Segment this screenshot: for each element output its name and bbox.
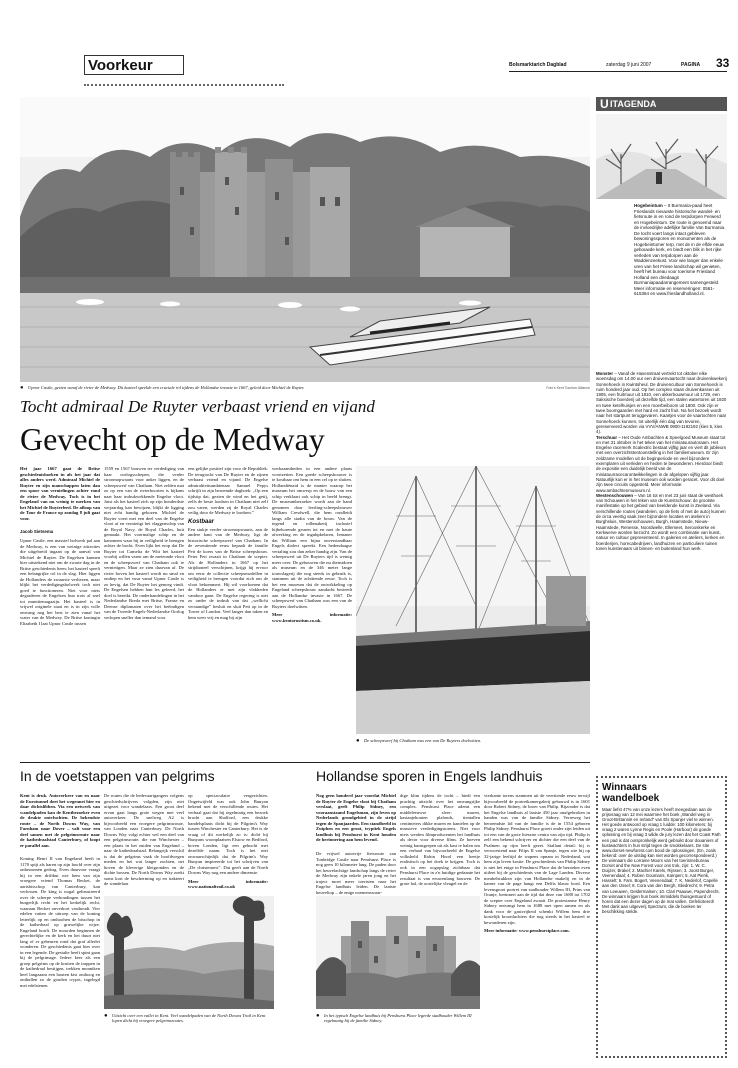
main-subhead: Kostbaar	[188, 518, 215, 525]
contest-title-1: Winnaars	[602, 782, 647, 793]
agenda-header	[596, 97, 727, 111]
pilgrims-text2: De routes die de bedevaartgangers volgens geschiedschrijvers volgden, zijn niet uitgezet voor wandelaars. Een groot deel ervan gaat langs grote wegen met veel autoverkeer. De snelweg A2 is bijvoorbeeld een vroegere pelgrimsroute, van Londen naar Canterbury. De North Downs Way volgt echter wel een deel van een pelgrimsroute, die van Winchester – een plaats in het zuiden van Engeland – naar de kathedraalstad. Belangrijk verschil is dat de pelgrims vaak de hoofdwegen meden en het wat langer zochten, net boven de kleverige kleigronden en de dichte bossen. De North Downs Way zoekt soms kort de bescherming op en trakteert de wandelaar	[104, 793, 184, 886]
contest-text: Maar liefst 47% van onze lezers heeft meegedaan aan de prijsvraag van 12 mei waarmee het boek „Wandel weg in Groot-Brittannië en Ierland” van Els Spanjer viel te winnen. Het goede antwoord op vraag 1 luidde: 100 kilometers; bij vraag 2 waren Lynne Regis en Poole (Harbour) de goede oplossing en bij vraag 3 wilde de jury lezen dat het Coast Path een pad is dat oorspronkelijk werd gebruikt door douaniers of kustwachters in hun strijd tegen de smokkelaars. De site www.dorset-newforest.com bood de oplossingen. (En, zoals bekend: over de uitslag kan niet worden gecorrespondeerd.) De winnaars die Lorraine Moors van het toerismebureau Dorset and the New Forest voor ons trok, zijn: 1. W. C. Duijzer, Brakel; 2. Machiel Karels, Rijssen; 3. Joost Burger, Veenendaal; 4. Ruben Goumans, Kampen; 5. Aat Pierik, Hasselt; 6. Fam. Bogert, Veenendaal; 7. K. Nederlof, Capelle aan den IJssel; 8. Cora van den Bergh, Sliedrecht; 9. Petra van Leeuwen, Geldermalsen; 10. Clari Paauwe, Papendrecht. De winnaars krijgen hun boek immiddels thuisgestuurd of horen dat een dezer dagen op de mat vallen. Gefeliciteerd! Met dank aan uitgeverij Spectrum, die de boeken ter beschikking stelde.	[602, 807, 721, 914]
section-title: Voorkeur	[88, 57, 153, 74]
landhuis-text2: dige klim tijdens de tocht – biedt een prachtig uitzicht over het omvangrijke complex. Penshurst Place ademt een middeleeuwse sfeer: muren, kastanjehouten plafonds, tientallen centimeters dikke muren en kantelen op de massieve verdedigingstorens. Niet voor niets werden filmproducenten het landhuis als decor voor diverse films. Ze hoeven weinig kunstgrepen uit als kast te halen om een verhaal van bijvoorbeeld de Engelse volksheld Robin Hood een beetje realistisch op het doek te krijgen. Toch is ook in een oogopslag zichtbaar dat Penshurst Place in z'n huidige gedaante het resultaat is van eeuwenlang bouwen. De grote hal, de oostelijke vleugel en de	[400, 793, 480, 886]
pilgrims-caption: Uitzicht over een vallei in Kent. Veel wandelpaden van de North Downs Trail in Kent lopen dicht bij vroegere pelgrimsroutes.	[112, 1013, 266, 1024]
pilgrims-lead: Kent is druk. Autoverkeer van en naar de Eurotunnel doet het wegennet hier en daar dichtslibben. Via een netwerk van wandelpaden kan de Kentbezoeker even de drukte ontvluchten. De bekendste route – de North Downs Way, van Farnham naar Dover – valt voor een deel samen met de pelgrimsroute naar de kathedraalstad Canterbury, of loopt er parallel aan.	[20, 793, 100, 848]
castle-photo	[20, 97, 590, 382]
agenda-item3-title: Terschuur	[596, 434, 618, 440]
pilgrims-col3-wrap	[188, 793, 268, 890]
photo2-caption: De scheepswerf bij Chatham was een van De Ruyters doelwitten.	[364, 738, 482, 743]
landhuis-more: Meer informatie: www.penshurstplace.com.	[484, 928, 570, 933]
photo-credit: Foto's Kent Tourism Alliance	[546, 386, 590, 390]
landhuis-bullet: ●	[316, 1013, 320, 1019]
main-col2: 1559 en 1567 bouwen ter verdediging van haar oorlogsschepen, die verder stroomopwaarts voor anker liggen, en de scheepswerf van Chatham. Niet zelden mat zo op een van de rivierboorten is bijkans naar haar indrukwekkende Engelse vloot. Juist als het kasteel zich op zijn honderdste verjaardag kan bewijzen, blijkt de ligging niet echt handig gekozen. Michiel de Ruyter voert met een deel van de Engelse vloot af en vernietigt het vlaggenschip van de Royal Navy, de Royal Charles, buit gemaakt. Het voormalige schip en de kanonnen waar hij in veiligheid te brengen achter de bocht. Even lijkt het erop dat De Ruyter tot Camelia de Witt het kasteel voorbij willen varen om de meteonde vloot en de scheepswerf van Chatham ook te vernietigen. Maar ze zien daarvan af. De rivier boven het kasteel wordt nu smal en ondiep en het vuur vanaf Upnor Castle is zo hevig, dat De Ruyter het genoeg vindt. De Engelsen hebben hun les geleerd, het doel is bereikt. De onderhandelingen in het Nederlandse Breda met Britse, Franse en Deense diplomaten over het beëindigen van de Tweede Engels-Nederlandse Oorlog verlopen sneller dan iemand voor	[104, 466, 184, 620]
main-col4: werkzaamheden in een andere plaats voortzetten. Een goede scheepsbouwer is te kostbaar om hem in een cel op te sluiten. Hollandiënaid is de manier waarop het museum het omwerp en de bouw van een schip verklaart ook schip in beeld brengt. De museumbezoeker wordt aan de hand genomen door leerling-scheepsbouwer William Cresdwell, die hem rondleidt langs alle stadia van de bouw. Van de tegend en rolbmakerij inclusief bijbehorende geuren tot en met de haute afwerking en de inguhpkelaren, Iemaner dat William een bijna onverstandbaar Engels dialect spreekt. Een hedendaagse vertaling zou dan zeker handig zijn. Van de scheepswerf uit De Ruyters tijd is weinig meer over. De gebouwen die nu dienstdoen als museum en de 346 meter lange touwslagerij die nog steeds in gebruik is, stammen uit de achttiende eeuw. Toch is het een museum dat de ontwikkeling op Engeland scheepsbouw aandacht besteedt aan de Hollandse invasie in 1667. De scheepswerf van Chatham was een van de Ruyters doelwitten.	[272, 466, 352, 609]
section-box	[84, 55, 184, 75]
main-lead: Het jaar 1667 gaat de Britse geschiedenisboeken in als het jaar dat alles anders werd. Admiraal Michiel de Ruyter en zijn manschappen laten dan een spoor van vernielingen achter rond de rivier de Medway. Toch is in het Engeland van nu weinig te merken van het Michiel de Ruyterleed. De afloop van de Tour de France op zondag 8 juli gaat voor.	[20, 466, 100, 521]
pilgrims-headline: In de voetstappen van pelgrims	[20, 768, 215, 784]
header-rule	[509, 71, 727, 72]
main-author: Jacob Sietsema	[20, 529, 54, 534]
paper-name: Bolsmarktarich Dagblad	[509, 62, 567, 68]
main-col3-wrap	[188, 466, 268, 620]
main-more: Meer informatie: www.kentorustism.co.uk.	[272, 612, 352, 623]
agenda-item2-text: – Vanaf de Havenstraat vertrekt tot oktober elke woensdag om 14.00 uur een druivenvaartocht naar druivenkwekerij Sonnehoeck in Kwintsheul. De druivencultuur van Sonnehoeck is ruim honderd jaar oud. Op het complex staan druivenkassen uit 1905, een fruitmuur uit 1810, een akkerbouwmuur uit 1729, een Saksische boerderij uit dezelfde tijd, een stalen watertoren uit 1920 en twee ketelhuisjes en een moerbeiboom uit 1800. Ook zijn er twee boomgaarden met hard en zacht fruit. Na het bezoek wordt naar het startpunt teruggevaren. Kaartjes voor de vaartochten naar Sonnehoeck kunnen, tot uiterlijk één dag van tevoren, gereserveerd worden via VVV/ANWB 0900-1192192 (kies 5, kies 4).	[596, 371, 727, 435]
landhuis-text3: vierkante torens stammen uit de veertiende eeuw terwijl bijvoorbeeld de portretkamergalerij gebouwd is in 1601 door Robert Sidney, de broer van Philip. Bijzonder is dat het Engelse landhuis al laatste 450 jaar onafgebroken in handen was van de familie Sidney. Verreweg het beroemdste lid van de familie is de in 1554 geboren Philip Sidney. Penshurst Place groeit onder zijn leiden uit tot een van de grote literaire centra van zijn tijd. Philip is zelf een bekend schrijver en dichter die een deel van de Psalmen op rijm heeft gezet. Stallant detail: hij is verwoestend naar Filips II van Spanje, tegen wie hij op 32-jarige leeftijd de wapens opnam in Nederland, wat hem zijn leven kostte. De geschiedenis van Philip Sidney is niet het enige in Penshurst Place dat de bezoeker even uitleet bij de geschiedenis van de Lage Landen. Diverse meubelstukken zijn van Hollandse makelij en in de kamer van de page hangt een Delfts blauw bord. Een levensgroot portret van stadhouder Willem III, Prins van Oranje, herinnert aan de tijd dat deze van 1688 tot 1702 de scepter over Engeland zwaait. De protestantse Henry Sidney ontvangt hem in 1688 met open armen en als dank voor de gastvrijheid schenkt Willem hem drie kostelijk kroonluchters die nog steeds in het kasteel te bewonderen zijn.	[484, 793, 590, 925]
header-dotted-rule	[84, 84, 284, 87]
page-label: PAGINA	[681, 62, 701, 68]
landhuis-caption: In het typisch Engelse landhuis bij Penshurst Place legerde stadhouder Willem III regelmatig bij de familie Sidney.	[324, 1013, 472, 1024]
landhuis-photo	[316, 896, 480, 1009]
pilgrims-text3: op spectaculaire vergezichten. Ongetwijfeld was ook John Bunyan bekend met de verschillende routes. Het verhaal gaat dat hij regelmatig een bezoek bracht aan Shalford, een drukke handelsplaats dicht bij de Pilgrim's Way tussen Winchester en Canterbury. Het is de vraag of dit werkelijk zo is: dicht bij Bunyans woonplaatsen Elstow en Bedford, boven Londen, ligt een gehucht met dezelfde naam. Toch is het niet onwaarschijnlijk dat de Pilgrim's Way Bunyan inspireerde tot het schrijven van „De christenreis”. Dat geeft aan de North Downs Way nog een andere dimensie.	[188, 793, 268, 875]
landhuis-headline: Hollandse sporen in Engels landhuis	[316, 768, 543, 784]
photo-caption: Upnor Castle, gezien vanaf de rivier de Medway. Dit kasteel speelde een cruciale rol tijdens de Hollandse invasie in 1667, geleid door Michiel de Ruyter.	[28, 385, 305, 390]
pilgrims-photo	[104, 896, 274, 1009]
contest-box	[596, 776, 727, 1058]
pilgrims-more: Meer informatie: www.nationaltrail.co.uk	[188, 878, 268, 889]
agenda-item4-text: – Van 16 tot en met 23 juni staat de westhoek van Schouwen in het teken van de Kunstschouw: de grootste manifestatie op het gebied van beeldende kunst in Zeeland. Via verschillende routes (wandelen, op de fiets of met de auto) kunnen de circa veertig vaak zeer bijzondere locaties en ateliers in Burghsluis, Westenschouwen, Burgh, Haamstede, Nieuw-Haamstede, Renesse, Noordwelle, Ellemeet, Serooskerke en Kerkwerve worden bezocht. Zo wordt een combinatie van kunst, natuur en cultuur gepresenteerd. In galeries en ateliers, kerken en boerderijen, horecabedrijven, landhuizen en particuliere tuinen tonen kunstenaars uit binnen- en buitenland hun werk.	[596, 492, 726, 551]
agenda-title-rest: ITAGENDA	[610, 99, 657, 109]
section-divider	[20, 762, 590, 763]
pilgrims-text1: Koning Henri II van Engeland heeft in 1170 spijt als haren op zijn hoofd over zijn onbezonnen gedrag. Even daarvoor vraagt hij in een driftbui wie hem van zijn vroegere vriend Thomas Becket, de aartsbisschop van Canterbury, kan verlossen. De king is nogal geltrustreerd over de scherpe verhoudingen tussen het burgerlijk recht en het kerkelijk recht, waaraan Becket onverkort vasthoudt. Vier edelen vatten de uitroep van de koning letterlijk op en omhoohen de bisschop in de kathedraal op gruwelijke wijze. Engeland boirlt. De moorden beginnen de gerechtelijke en de kerk en het duurt niet lang of er gebeuren rond dat graf allerlei wonderen. De geschiedenis gaat hier over in een legende. De gestalte heeft spint gaan bij de pelgrimage. Iedere keer als een groep pelgrims op de kruiten de trappen in de kathedraal bestijgen, trekken monniken heel langzaam een houten kist omhoog en onthullen zo de gouden crypts, ingelegd met edelstenen.	[20, 856, 100, 988]
contest-title-2: wandelboek	[602, 793, 660, 804]
agenda-item-hogebeintum	[596, 203, 727, 297]
photo2-bullet: ●	[356, 738, 360, 744]
landhuis-col3-wrap	[484, 793, 590, 934]
agenda-title-u: U	[600, 97, 609, 111]
main-col3b: Een stukje verder stroomopwaarts, aan de andere kant van de Medway, ligt de historische scheepswerf van Chatham. In de zeventiende eeuw bepaalt de familie Pett de koers van de Britse scheepsbouw. Peter Pett zwaait in Chatham de scepter. Als de Hollanders in 1667 op het strijdtoneel verschijnen, krijgt hij ervoor om eerst de collectie scheepsmodellen in veiligheid te brengen voordat zich om de vloot bekommert. Hij wil voorkomen dat de Hollanders er met zijn vlakheden vandoor gaan. De Engelse regering is niet zo onder de indruk van dat „wellicht verstandige” besluit en sluit Pett op in de Tower of London. Veel langer dan taken en hem weer vrij en mag hij zijn	[188, 526, 268, 620]
main-headline: Gevecht op de Medway	[20, 421, 325, 457]
landhuis-text1: De vrijwel autovrije fietsroute van Tonbridge Castle naar Penshurst Place is nog geen 10 kilometer lang. De paden door het heuvelachtige landschap langs de rivier de Medway zijn enkele jaren jong en het traject moet meer toeristen naar het Engelse landhuis leiden. De laatste heuveltop – de enige noemenswaar-	[316, 851, 396, 895]
main-col3: een gelijke positief zijn voor de Republiek. De terugtocht van De Ruyter en de zijnen verbaast vriend en vijand. De Engelse admiraliteitsambtenaar Samuel Pepys schrijft in zijn beroemde dagboek: „Op een tijdstip dat, gezien de wind en het getij, zelfs de beste loodsen in Chatham niet zelf zou varen, werden zij de Royal Charles veilig door de Medway te loodsen.”	[188, 466, 268, 515]
landhuis-lead: Nog geen honderd jaar voordat Michiel de Ruyter de Engelse vloot bij Chatham verslaat, geeft Philip Sidney, een vooraanstaand Engelsman, zijn leven op Nederlands grondgebied in de strijd tegen de Spanjaarden. Een standbeeld in Zutphen en een groot, tryptiek Engels landhuis bij Penshurst in Kent houden de herinnering aan hem levend.	[316, 793, 396, 842]
main-col4-wrap	[272, 466, 352, 623]
shipyard-photo	[356, 466, 590, 734]
agenda-photo	[596, 114, 727, 199]
agenda-item4-title: Westenschouwen	[596, 492, 634, 498]
agenda-item3-text: – Het Oude Ambachten & Speelgoed Museum staat tot en met 31 oktober in het teken van het miniatuurautoraam. Het Engelse racemerk Scalextric bestaat vijftig jaar en viert dit jubileum met een overzichtstentoonstelling in het familiemuseum. Er zijn zeldzame modellen uit de beginperiode en veel bijzondere exemplaren uit verleden en heden te bewonderen. Hierdoor biedt de expositie een duidelijk beeld van de miniatuurracecarontwikkelingen in de afgelopen vijftig jaar. Natuurlijk kun er in het museum ook worden geracet. Voor dit doel zijn twee circuits opgesteld. Meer informatie: www.ambachtenmuseum.nl.	[596, 434, 727, 493]
photo-bullet: ●	[20, 385, 24, 391]
agenda-item1-title: Hogebeintum	[634, 203, 663, 208]
header-date: zaterdag 9 juni 2007	[606, 62, 652, 68]
main-kicker: Tocht admiraal De Ruyter verbaast vriend en vijand	[20, 397, 375, 416]
agenda-item2-title: Monster	[596, 371, 614, 376]
page-number: 33	[716, 56, 730, 70]
agenda-items-rest	[596, 346, 727, 551]
pilgrims-bullet: ●	[104, 1013, 108, 1019]
main-col1: Upnor Castle, een massief bolwerk pal aan de Medway, is een van weinige attracties die uitgebreid ingaan op de aanval van Michiel de Ruyter. De Engelsen kunnen hier uitstekend niet om de zwarte dag in de Britse geschiedenis heen; het kasteel speelt een belangrijke rol in de slag. Hier liggen de Hollanders de zwaarste verliezen, maar blijkt het verdedigingsbolwerk toch niet goed te functioneren. Niet voor niets degraderen de Engelsen hun trots al snel tot munitiemagazijn. Het kasteel is in vrijwel originele staat en is in zijn volle omvang nog het best te zien vanaf het water van de Medway. De Britse koningin Elizabeth I laat Upnor Castle tussen	[20, 538, 100, 626]
agenda-item1-text: – It Burmania-paad heet Frieslands nieuwste historische wandel- en fietsroute in en rond de terpdorpen Ferwerd en Hogebeintum. De route is genoemd naar de invloedrijke adellijke familie Van Burmania. De tocht voert langs intact gebleven bewoningssporen en monumenten als de Hogebeintumer terp, met de in de elfde eeuw gebouwde kerk, en biedt een blik in het rijke verleden van terpdorpen aan de Waddenzeekust. Voor wie langer dan enkele uren van het Friese landschap wil genieten, heeft het bureau voor toerisme Friesland Holland een driedaags Burmaniapaadarrangement samengesteld. Meer informatie en reserveringen: 0561-615364 en www.frieslandholland.nl.	[634, 203, 726, 296]
